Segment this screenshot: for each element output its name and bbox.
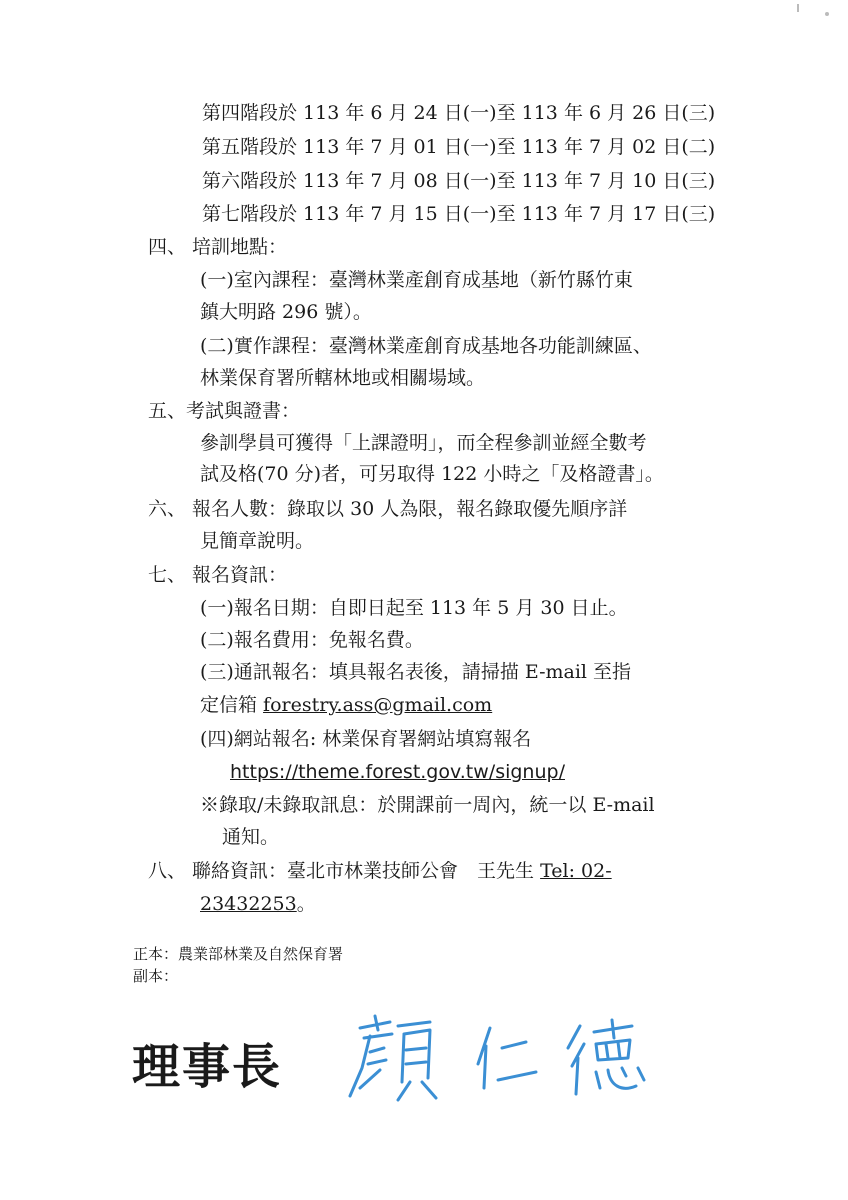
- section-7-line-2: (二)報名費用：免報名費。: [200, 629, 424, 651]
- phone-suffix: 。: [296, 893, 316, 915]
- signup-url-line: [230, 759, 565, 785]
- section-7-line-3: (三)通訊報名：填具報名表後，請掃描 E-mail 至指: [200, 661, 632, 683]
- section-5-heading: 五、考試與證書：: [148, 400, 301, 422]
- section-5-line-1: 參訓學員可獲得「上課證明」，而全程參訓並經全數考: [200, 432, 647, 454]
- phone-link[interactable]: Tel: 02-: [540, 860, 612, 882]
- contact-text: 八、 聯絡資訊：臺北市林業技師公會 王先生: [148, 860, 541, 882]
- section-4-line-4: 林業保育署所轄林地或相關場域。: [200, 367, 486, 389]
- section-5-line-2: 試及格(70 分)者，可另取得 122 小時之「及格證書」。: [200, 463, 664, 485]
- section-4-line-1: (一)室內課程：臺灣林業產創育成基地（新竹縣竹東: [200, 269, 633, 291]
- email-prefix: 定信箱: [200, 694, 264, 716]
- chairman-title: 理事長: [132, 1039, 283, 1095]
- section-7-email-line: [200, 692, 492, 718]
- section-4-line-3: (二)實作課程：臺灣林業產創育成基地各功能訓練區、: [200, 335, 652, 357]
- email-link[interactable]: forestry.ass@gmail.com: [263, 694, 493, 716]
- section-6-heading: 六、 報名人數：錄取以 30 人為限，報名錄取優先順序詳: [148, 498, 628, 520]
- section-4-line-2: 鎮大明路 296 號）。: [200, 301, 372, 323]
- schedule-line-7: 第七階段於 113 年 7 月 15 日(一)至 113 年 7 月 17 日(三): [202, 203, 716, 225]
- signup-url-link[interactable]: https://theme.forest.gov.tw/signup/: [230, 761, 565, 783]
- schedule-line-4: 第四階段於 113 年 6 月 24 日(一)至 113 年 6 月 26 日(三): [202, 102, 716, 124]
- section-7-line-5: (四)網站報名: 林業保育署網站填寫報名: [200, 728, 532, 750]
- copy-recipient: 副本：: [133, 967, 179, 985]
- section-7-line-1: (一)報名日期：自即日起至 113 年 5 月 30 日止。: [200, 597, 628, 619]
- phone-number-cont[interactable]: 23432253: [200, 893, 297, 915]
- primary-recipient: 正本：農業部林業及自然保育署: [133, 945, 344, 963]
- section-6-line-1: 見簡章說明。: [200, 530, 315, 552]
- scan-speck: [797, 4, 799, 12]
- section-8-line-2: [200, 891, 316, 917]
- section-8-heading: [148, 858, 612, 884]
- scan-speck: [825, 12, 829, 16]
- section-4-heading: 四、 培訓地點：: [148, 236, 288, 258]
- handwritten-signature: [340, 1008, 660, 1108]
- schedule-line-6: 第六階段於 113 年 7 月 08 日(一)至 113 年 7 月 10 日(三): [202, 170, 716, 192]
- notice-line-1: ※錄取/未錄取訊息：於開課前一周內，統一以 E-mail: [200, 794, 655, 816]
- notice-line-2: 通知。: [222, 826, 280, 848]
- section-7-heading: 七、 報名資訊：: [148, 564, 288, 586]
- schedule-line-5: 第五階段於 113 年 7 月 01 日(一)至 113 年 7 月 02 日(二): [202, 136, 716, 158]
